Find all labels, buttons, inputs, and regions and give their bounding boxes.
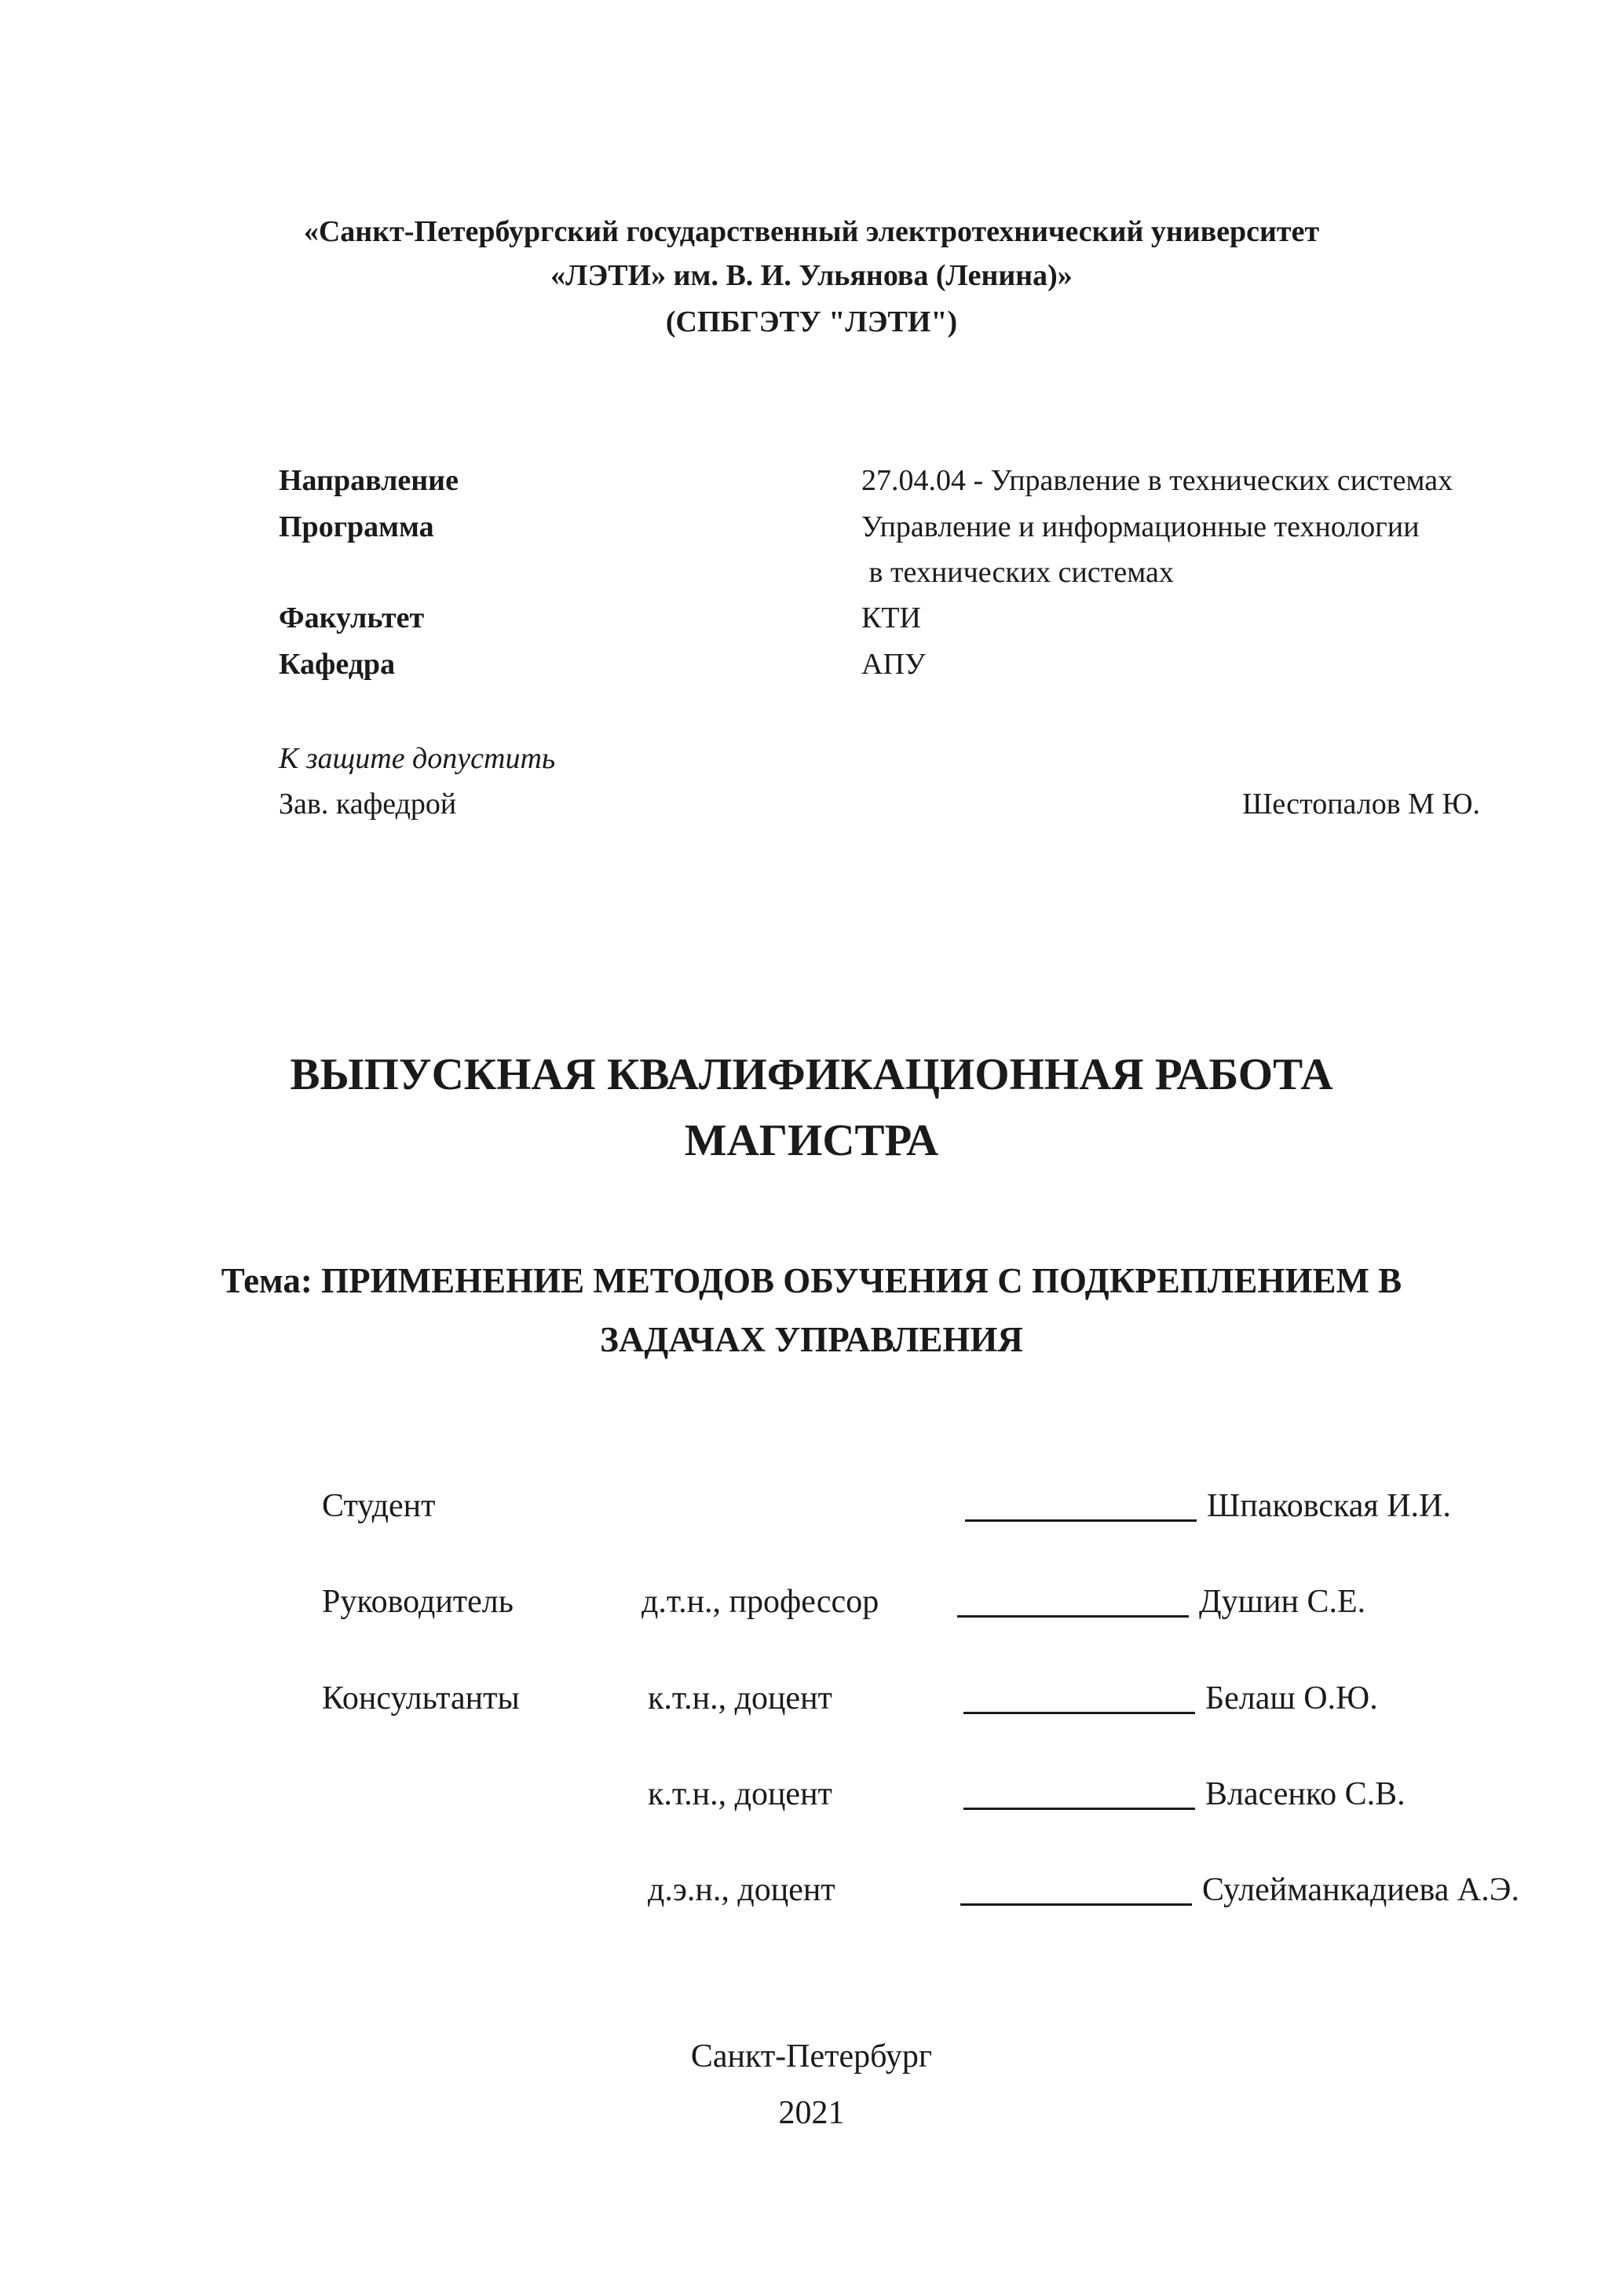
university-name-line2: «ЛЭТИ» им. В. И. Ульянова (Ленина)» [550,259,1073,292]
info-value-program-cont: в технических системах [861,556,1174,589]
theme-line1: Тема: ПРИМЕНЕНИЕ МЕТОДОВ ОБУЧЕНИЯ С ПОДКРЕПЛЕНИЕМ В [221,1261,1402,1300]
info-value-department: АПУ [861,648,926,681]
signature-line [965,1519,1197,1522]
signature-degree: к.т.н., доцент [648,1776,832,1812]
signature-name: Сулейманкадиева А.Э. [1202,1872,1519,1908]
info-label-department: Кафедра [279,648,396,681]
signature-name: Белаш О.Ю. [1205,1680,1378,1717]
info-label-program: Программа [279,510,434,543]
signature-degree: к.т.н., доцент [648,1680,832,1717]
footer-city: Санкт-Петербург [690,2038,933,2075]
signature-role: Руководитель [322,1584,514,1620]
university-name-line1: «Санкт-Петербургский государственный электротехнический университет [303,215,1320,248]
footer-year: 2021 [778,2095,845,2131]
signature-line [960,1903,1192,1906]
signature-line [963,1712,1195,1714]
info-label-direction: Направление [279,464,459,497]
info-value-direction: 27.04.04 - Управление в технических системах [861,464,1453,497]
approval-note: К защите допустить [279,742,556,775]
signature-degree: д.э.н., доцент [648,1872,835,1908]
approval-name: Шестопалов М Ю. [1242,788,1480,821]
info-value-faculty: КТИ [861,601,921,634]
work-title-line1: ВЫПУСКНАЯ КВАЛИФИКАЦИОННАЯ РАБОТА [290,1050,1333,1099]
info-value-program: Управление и информационные технологии [861,510,1420,543]
theme-line2: ЗАДАЧАХ УПРАВЛЕНИЯ [600,1320,1023,1359]
signature-name: Душин С.Е. [1199,1584,1366,1620]
signature-line [957,1615,1189,1618]
signature-degree: д.т.н., профессор [642,1584,879,1620]
work-title-line2: МАГИСТРА [684,1116,939,1165]
signature-role: Консультанты [322,1680,520,1717]
university-abbreviation: (СПБГЭТУ "ЛЭТИ") [665,305,958,338]
signature-name: Шпаковская И.И. [1207,1488,1451,1524]
signature-role: Студент [322,1488,436,1524]
signature-name: Власенко С.В. [1205,1776,1406,1812]
signature-line [963,1808,1195,1810]
info-label-faculty: Факультет [279,601,425,634]
approval-role: Зав. кафедрой [279,788,457,821]
